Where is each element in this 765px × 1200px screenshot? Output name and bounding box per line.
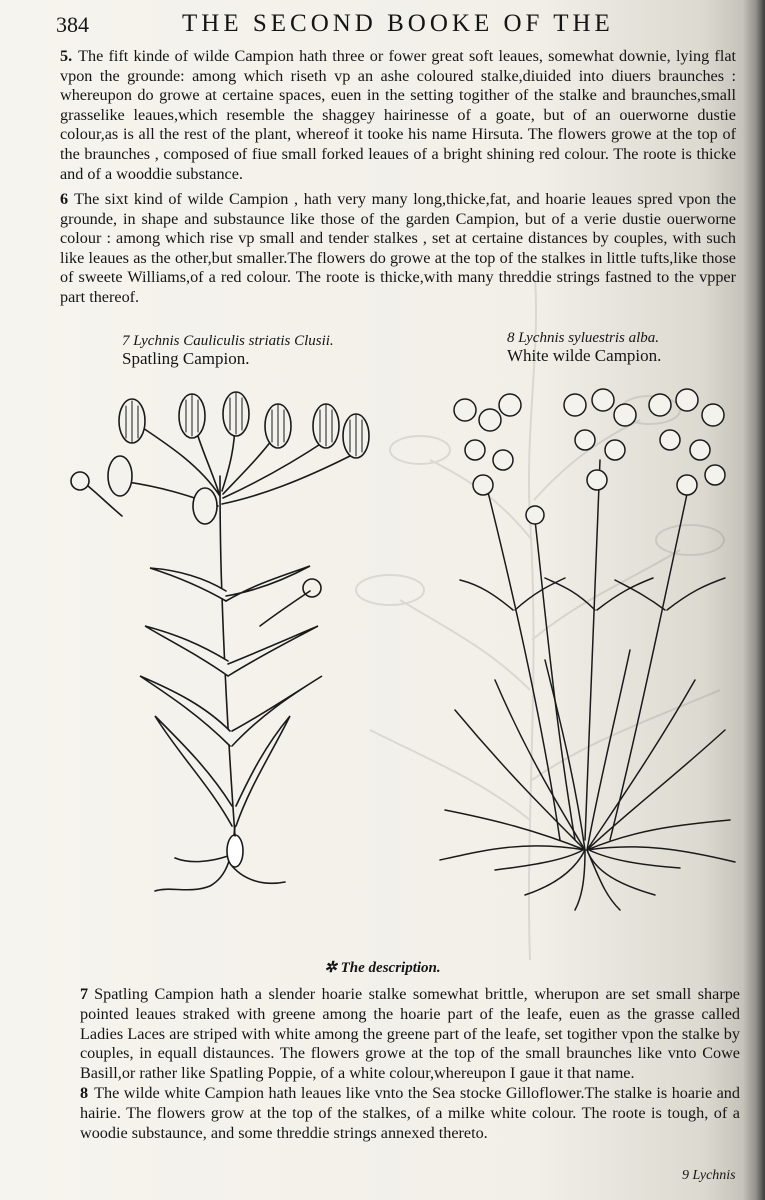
paragraph-text: The fift kinde of wilde Campion hath three or fower great soft leaues, somewhat downie, lying flat vpon the grounde: among which riseth vp an ashe coloured stalke,diuided into diuers braunches : whereupon do growe at certaine spaces, euen in the setting togither of the stalke and braunches,small grasselike leaues,which resemble the shaggey hairinesse of a goate, but of an ouerworne dustie colour,as is all the rest of the plant, whereof it tooke his name Hirsuta. The flowers growe at the top of the braunches , composed of fiue small forked leaues of a bright shining red colour. The roote is thicke and of a wooddie substance. xyxy=(60,47,736,183)
figure-english-name: White wilde Campion. xyxy=(507,346,662,365)
paragraph-text: The sixt kind of wilde Campion , hath very many long,thicke,fat, and hoarie leaues spred vpon the grounde, in shape and substaunce like those of the garden Campion, but of a verie dustie ouerworne colour : among which rise vp small and tender stalkes , set at certaine distances by couples, with such like leaues as the other,but smaller.The flowers do growe at the top of the stalkes in little tufts,like those of sweete Williams,of a red colour. The roote is thicke,with many threddie strings fastned to the vpper part thereof. xyxy=(60,190,736,306)
figure-number: 7 xyxy=(122,333,130,349)
paragraph-number: 6 xyxy=(60,190,69,208)
paragraph-number: 8 xyxy=(80,1083,89,1102)
running-head: THE SECOND BOOKE OF THE xyxy=(182,10,614,37)
figure-english-name: Spatling Campion. xyxy=(122,349,250,368)
page-gutter-shadow xyxy=(743,0,765,1200)
paragraph-7-description xyxy=(80,985,740,1084)
description-block xyxy=(80,985,740,1143)
paragraph-text: Spatling Campion hath a slender hoarie stalke somewhat brittle, wherupon are set small sharpe pointed leaues straked with greene among the hoarie part of the leafe, euen as the grasse called Ladies Laces are striped with white among the greene part of the leafe, set togither vpon the stalke by couples, in equall distaunces. The flowers growe at the top of the small braunches like vnto Cowe Basill,or rather like Spatling Poppie, of a white colour,whereupon I gaue it that name. xyxy=(80,985,740,1083)
spatling-campion-illustration xyxy=(60,386,390,906)
page-header xyxy=(56,10,736,44)
figure-caption-8 xyxy=(507,330,661,366)
page-number: 384 xyxy=(56,12,89,37)
section-heading-description: ✲ The description. xyxy=(324,960,441,976)
figure-latin-name: Lychnis Cauliculis striatis Clusii. xyxy=(133,333,334,349)
paragraph-8-description xyxy=(80,1084,740,1143)
paragraph-number: 5. xyxy=(60,47,73,65)
catchword: 9 Lychnis xyxy=(682,1168,736,1183)
paragraph-5 xyxy=(60,47,736,184)
paragraph-text: The wilde white Campion hath leaues like vnto the Sea stocke Gilloflower.The stalke is hoarie and hairie. The flowers grow at the top of the stalkes, of a milke white colour. The roote is tough, of a woodie substaunce, and some threddie strings annexed thereto. xyxy=(80,1083,740,1142)
paragraph-number: 7 xyxy=(80,985,89,1003)
figure-caption-7 xyxy=(122,333,334,369)
paragraph-6 xyxy=(60,190,736,308)
white-wilde-campion-illustration xyxy=(425,380,745,920)
figure-number: 8 xyxy=(507,330,515,346)
figure-latin-name: Lychnis syluestris alba. xyxy=(518,330,660,346)
